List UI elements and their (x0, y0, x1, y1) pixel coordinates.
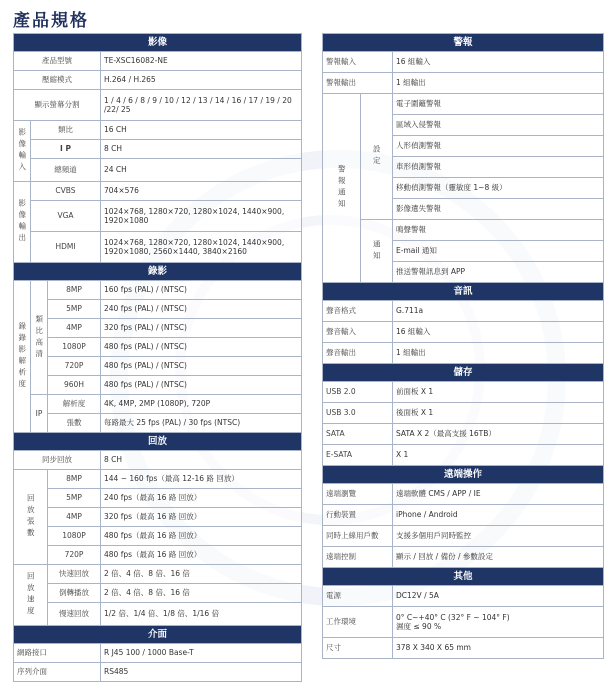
spec-label: 720P (48, 546, 101, 565)
spec-label: USB 3.0 (323, 403, 393, 424)
spec-label: 聲音輸出 (323, 343, 393, 364)
spec-label: 網路接口 (14, 644, 101, 663)
spec-value: 1/2 倍、1/4 倍、1/8 倍、1/16 倍 (101, 603, 302, 626)
spec-value: R J45 100 / 1000 Base-T (101, 644, 302, 663)
spec-value: 1 組輸出 (393, 73, 604, 94)
spec-value: 支援多個用戶同時監控 (393, 526, 604, 547)
spec-value: 320 fps（最高 16 路 回放） (101, 508, 302, 527)
spec-table-right (322, 33, 604, 659)
spec-value: 480 fps（最高 16 路 回放） (101, 527, 302, 546)
spec-value: 前面板 X 1 (393, 382, 604, 403)
env-temperature: 0° C~+40° C (32° F ~ 104° F) (396, 612, 510, 622)
page-title: 產品規格 (13, 11, 89, 31)
spec-label: 類比 (31, 121, 101, 140)
spec-value: 4K, 4MP, 2MP (1080P), 720P (101, 395, 302, 414)
spec-label: 工作環境 (323, 607, 393, 638)
spec-value: 推送警報訊息到 APP (393, 262, 604, 283)
spec-label: 電源 (323, 586, 393, 607)
spec-value: 1 組輸出 (393, 343, 604, 364)
group-label: 回放張數 (14, 470, 48, 565)
section-header-audio: 音訊 (323, 283, 604, 301)
spec-value: 遠端軟體 CMS / APP / IE (393, 484, 604, 505)
spec-label: 720P (48, 357, 101, 376)
spec-label: 快速回放 (48, 565, 101, 584)
spec-value: 16 CH (101, 121, 302, 140)
spec-label: 序列介面 (14, 663, 101, 682)
group-label: 影像輸出 (14, 182, 31, 263)
spec-value: RS485 (101, 663, 302, 682)
spec-value: 2 倍、4 倍、8 倍、16 倍 (101, 565, 302, 584)
spec-value: X 1 (393, 445, 604, 466)
spec-value: 鳴聲警報 (393, 220, 604, 241)
section-header-other: 其他 (323, 568, 604, 586)
section-header-playback: 回放 (14, 433, 302, 451)
spec-label: 遠端瀏覽 (323, 484, 393, 505)
spec-label: SATA (323, 424, 393, 445)
spec-value: 16 組輸入 (393, 52, 604, 73)
spec-value: 480 fps (PAL) / (NTSC) (101, 357, 302, 376)
spec-value: 480 fps (PAL) / (NTSC) (101, 376, 302, 395)
spec-value: iPhone / Android (393, 505, 604, 526)
spec-value: 704×576 (101, 182, 302, 201)
spec-value: 移動偵測警報（靈敏度 1~8 級） (393, 178, 604, 199)
group-label: 錄錄影解析度 (14, 281, 31, 433)
spec-value: H.264 / H.265 (101, 71, 302, 90)
spec-value: G.711a (393, 301, 604, 322)
spec-label: E-SATA (323, 445, 393, 466)
spec-label: 警報輸出 (323, 73, 393, 94)
spec-value: 車形偵測警報 (393, 157, 604, 178)
spec-value: 378 X 340 X 65 mm (393, 638, 604, 659)
group-label: 通知 (361, 220, 393, 283)
spec-value: 1024×768, 1280×720, 1280×1024, 1440×900, 1920×1080, 2560×1440, 3840×2160 (101, 232, 302, 263)
spec-value: 240 fps（最高 16 路 回放） (101, 489, 302, 508)
spec-value: 320 fps (PAL) / (NTSC) (101, 319, 302, 338)
spec-value: TE-XSC16082-NE (101, 52, 302, 71)
spec-value: 1 / 4 / 6 / 8 / 9 / 10 / 12 / 13 / 14 / 16 / 17 / 19 / 20 /22/ 25 (101, 90, 302, 121)
spec-label: 8MP (48, 470, 101, 489)
spec-label: 同步回放 (14, 451, 101, 470)
spec-label: 壓縮模式 (14, 71, 101, 90)
spec-label: 5MP (48, 489, 101, 508)
spec-label: 遠端控制 (323, 547, 393, 568)
spec-value: 每路最大 25 fps (PAL) / 30 fps (NTSC) (101, 414, 302, 433)
spec-label: HDMI (31, 232, 101, 263)
group-label: 類比高清 (31, 281, 48, 395)
spec-label: 解析度 (48, 395, 101, 414)
spec-value: 1024×768, 1280×720, 1280×1024, 1440×900, 1920×1080 (101, 201, 302, 232)
spec-value: 8 CH (101, 140, 302, 159)
spec-label: 顯示螢幕分割 (14, 90, 101, 121)
spec-value: SATA X 2（最高支援 16TB） (393, 424, 604, 445)
spec-label: 尺寸 (323, 638, 393, 659)
spec-label: 倒轉播放 (48, 584, 101, 603)
section-header-remote: 遠端操作 (323, 466, 604, 484)
spec-value: E-mail 通知 (393, 241, 604, 262)
spec-label: 5MP (48, 300, 101, 319)
spec-value: 240 fps (PAL) / (NTSC) (101, 300, 302, 319)
group-label: 回放速度 (14, 565, 48, 626)
section-header-storage: 儲存 (323, 364, 604, 382)
spec-label: 4MP (48, 319, 101, 338)
spec-value: DC12V / 5A (393, 586, 604, 607)
spec-value: 2 倍、4 倍、8 倍、16 倍 (101, 584, 302, 603)
spec-label: 總頻道 (31, 159, 101, 182)
spec-label: 1080P (48, 338, 101, 357)
spec-value: 人形偵測警報 (393, 136, 604, 157)
spec-label: 張數 (48, 414, 101, 433)
spec-value: 480 fps（最高 16 路 回放） (101, 546, 302, 565)
spec-value: 16 組輸入 (393, 322, 604, 343)
spec-value: 8 CH (101, 451, 302, 470)
spec-label: 960H (48, 376, 101, 395)
group-label: 警報通知 (323, 94, 361, 283)
spec-value: 顯示 / 回放 / 備份 / 參數設定 (393, 547, 604, 568)
section-header-alarm: 警報 (323, 34, 604, 52)
spec-label: I P (31, 140, 101, 159)
spec-label: 8MP (48, 281, 101, 300)
env-humidity: 濕度 ≤ 90 % (396, 622, 442, 631)
spec-value: 24 CH (101, 159, 302, 182)
spec-label: 產品型號 (14, 52, 101, 71)
spec-value: 電子圍籬警報 (393, 94, 604, 115)
spec-value: 區域入侵警報 (393, 115, 604, 136)
spec-label: 行動裝置 (323, 505, 393, 526)
spec-label: 4MP (48, 508, 101, 527)
spec-label: 聲音格式 (323, 301, 393, 322)
section-header-record: 錄影 (14, 263, 302, 281)
spec-label: 聲音輸入 (323, 322, 393, 343)
group-label: 設定 (361, 94, 393, 220)
spec-label: 1080P (48, 527, 101, 546)
section-header-video: 影像 (14, 34, 302, 52)
group-label: 影像輸入 (14, 121, 31, 182)
spec-value: 160 fps (PAL) / (NTSC) (101, 281, 302, 300)
spec-value: 480 fps (PAL) / (NTSC) (101, 338, 302, 357)
spec-value: 影像遺失警報 (393, 199, 604, 220)
section-header-interface: 介面 (14, 626, 302, 644)
spec-label: VGA (31, 201, 101, 232)
spec-label: 慢速回放 (48, 603, 101, 626)
group-label: IP (31, 395, 48, 433)
spec-value (393, 607, 604, 638)
spec-table-left (13, 33, 302, 682)
spec-label: CVBS (31, 182, 101, 201)
spec-label: USB 2.0 (323, 382, 393, 403)
spec-label: 警報輸入 (323, 52, 393, 73)
spec-value: 144 ~ 160 fps（最高 12-16 路 回放） (101, 470, 302, 489)
spec-value: 後面板 X 1 (393, 403, 604, 424)
spec-label: 同時上線用戶數 (323, 526, 393, 547)
